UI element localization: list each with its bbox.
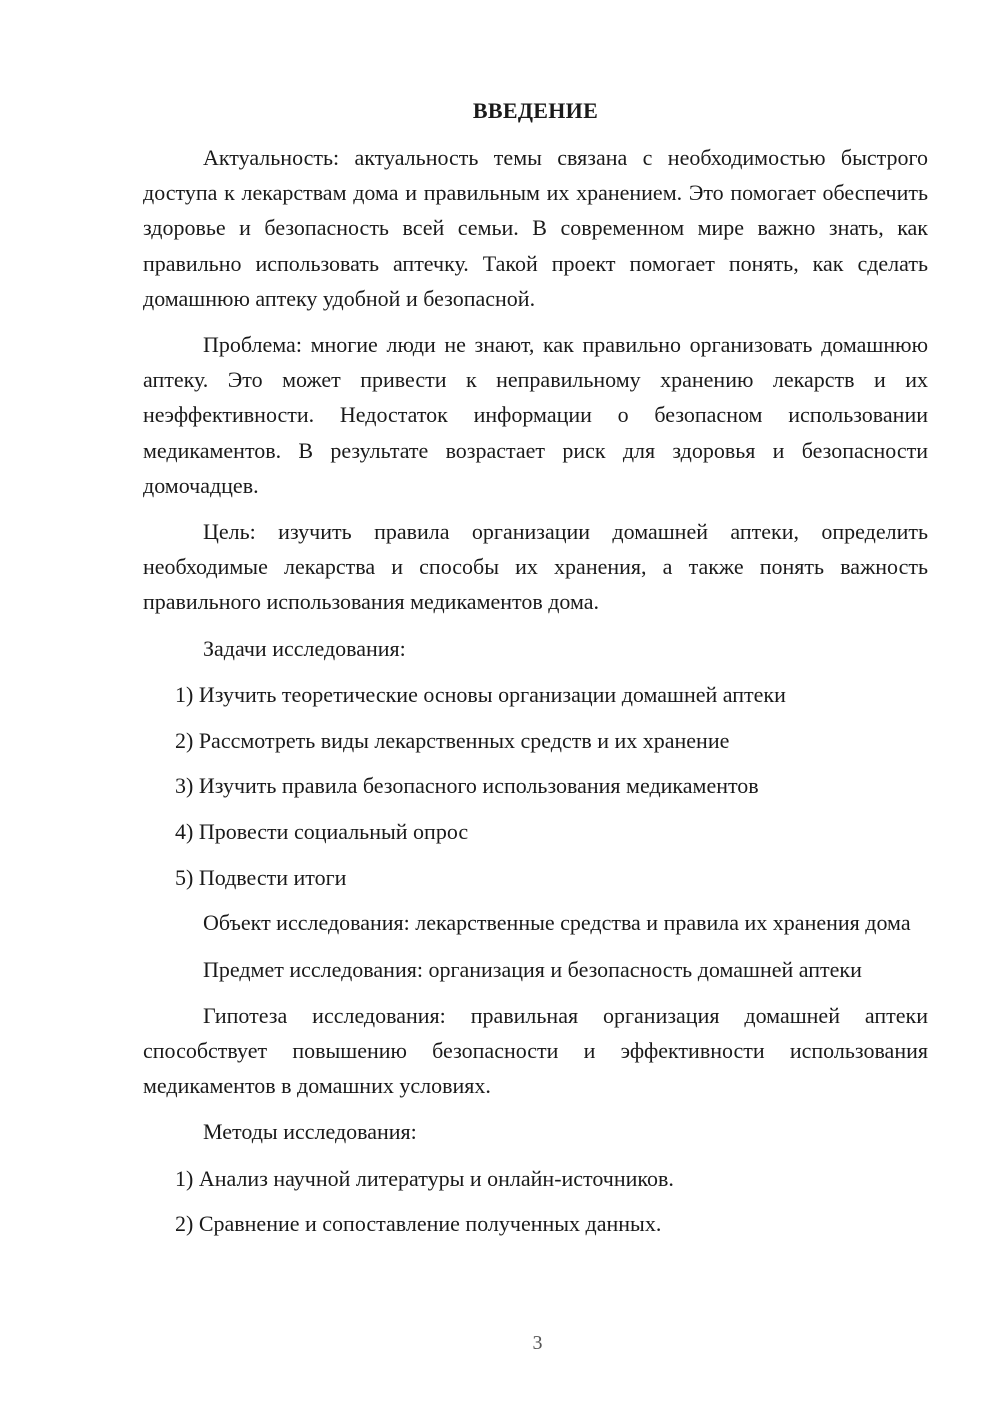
tasks-heading: Задачи исследования:: [203, 635, 406, 661]
goal-paragraph: Цель: изучить правила организации домашней аптеки, определить необходимые лекарства и способы их хранения, а также понять важность правильного использования медикаментов дома.: [143, 519, 928, 615]
tasks-list: [143, 677, 928, 895]
page-number: 3: [532, 1332, 543, 1354]
methods-heading: Методы исследования:: [203, 1119, 417, 1145]
hypothesis-paragraph: Гипотеза исследования: правильная организация домашней аптеки способствует повышению безопасности и эффективности использования медикаментов в домашних условиях.: [143, 1002, 928, 1099]
subject-paragraph: Предмет исследования: организация и безопасность домашней аптеки: [203, 956, 862, 982]
task-item: 2) Рассмотреть виды лекарственных средств и их хранение: [175, 727, 730, 753]
task-item: 3) Изучить правила безопасного использования медикаментов: [175, 773, 759, 799]
relevance-paragraph: Актуальность: актуальность темы связана с необходимостью быстрого доступа к лекарствам дома и правильным их хранением. Это помогает обеспечить здоровье и безопасность всей семьи. В современном мире важно знать, как правильно использовать аптечку. Такой проект помогает понять, как сделать домашнюю аптеку удобной и безопасной.: [143, 145, 928, 311]
problem-paragraph: Проблема: многие люди не знают, как правильно организовать домашнюю аптеку. Это может привести к неправильному хранению лекарств и их неэффективности. Недостаток информации о безопасном использовании медикаментов. В результате возрастает риск для здоровья и безопасности домочадцев.: [143, 332, 928, 498]
methods-list: [143, 1161, 928, 1242]
object-paragraph: Объект исследования: лекарственные средства и правила их хранения дома: [203, 910, 911, 936]
task-item: 5) Подвести итоги: [175, 864, 347, 890]
section-heading: ВВЕДЕНИЕ: [472, 98, 599, 123]
document-page: [143, 94, 928, 1252]
method-item: 1) Анализ научной литературы и онлайн-источников.: [175, 1165, 674, 1191]
task-item: 4) Провести социальный опрос: [175, 818, 469, 844]
task-item: 1) Изучить теоретические основы организации домашней аптеки: [175, 681, 786, 707]
method-item: 2) Сравнение и сопоставление полученных данных.: [175, 1211, 662, 1237]
